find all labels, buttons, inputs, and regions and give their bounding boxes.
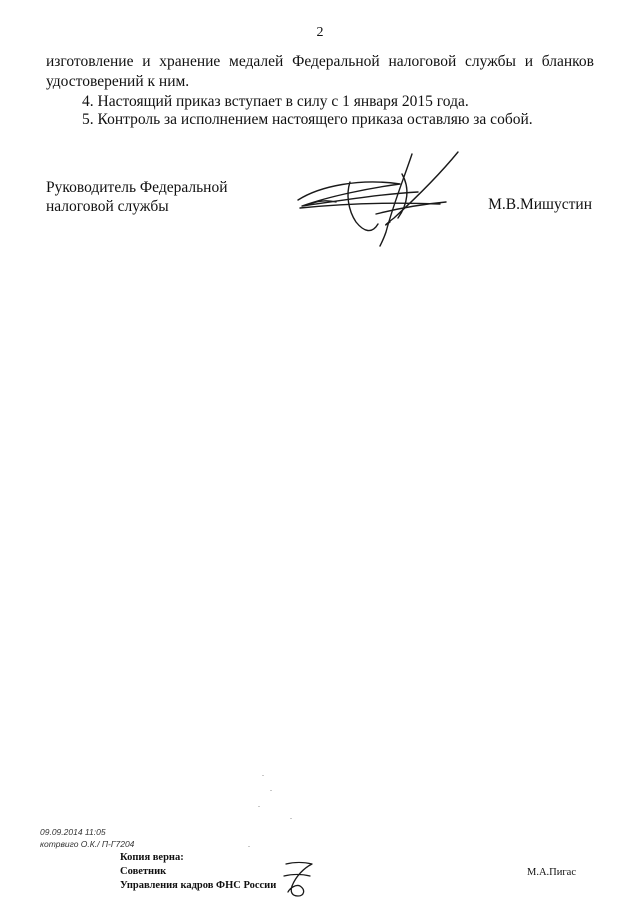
copy-certification-line-1: Копия верна: [120, 852, 184, 863]
copy-certification [120, 851, 276, 893]
copy-certification-line-3: Управления кадров ФНС России [120, 880, 277, 891]
document-timestamp: 09.09.2014 11:05 [40, 827, 106, 837]
signatory-title [46, 178, 266, 216]
signatory-name: М.В.Мишустин [488, 196, 592, 213]
scan-speck [262, 775, 264, 776]
handwritten-signature-copy [280, 858, 316, 900]
body-paragraph-continued: изготовление и хранение медалей Федеральной налоговой службы и бланков удостоверений к ним. [46, 53, 594, 90]
document-reference: котрвиго О.К./ П-Г7204 [40, 839, 135, 849]
scan-speck [248, 846, 250, 847]
body-item-4: 4. Настоящий приказ вступает в силу с 1 января 2015 года. [82, 93, 469, 110]
handwritten-signature-main [290, 148, 470, 248]
scan-speck [258, 806, 260, 807]
body-item-5: 5. Контроль за исполнением настоящего приказа оставляю за собой. [82, 111, 533, 128]
scan-speck [290, 818, 292, 819]
copy-certification-line-2: Советник [120, 866, 167, 877]
signatory-title-line-1: Руководитель Федеральной [46, 179, 228, 196]
copy-signer-name: М.А.Пигас [527, 867, 576, 878]
page-number: 2 [316, 25, 324, 40]
signatory-title-line-2: налоговой службы [46, 198, 169, 215]
scan-speck [270, 790, 272, 791]
